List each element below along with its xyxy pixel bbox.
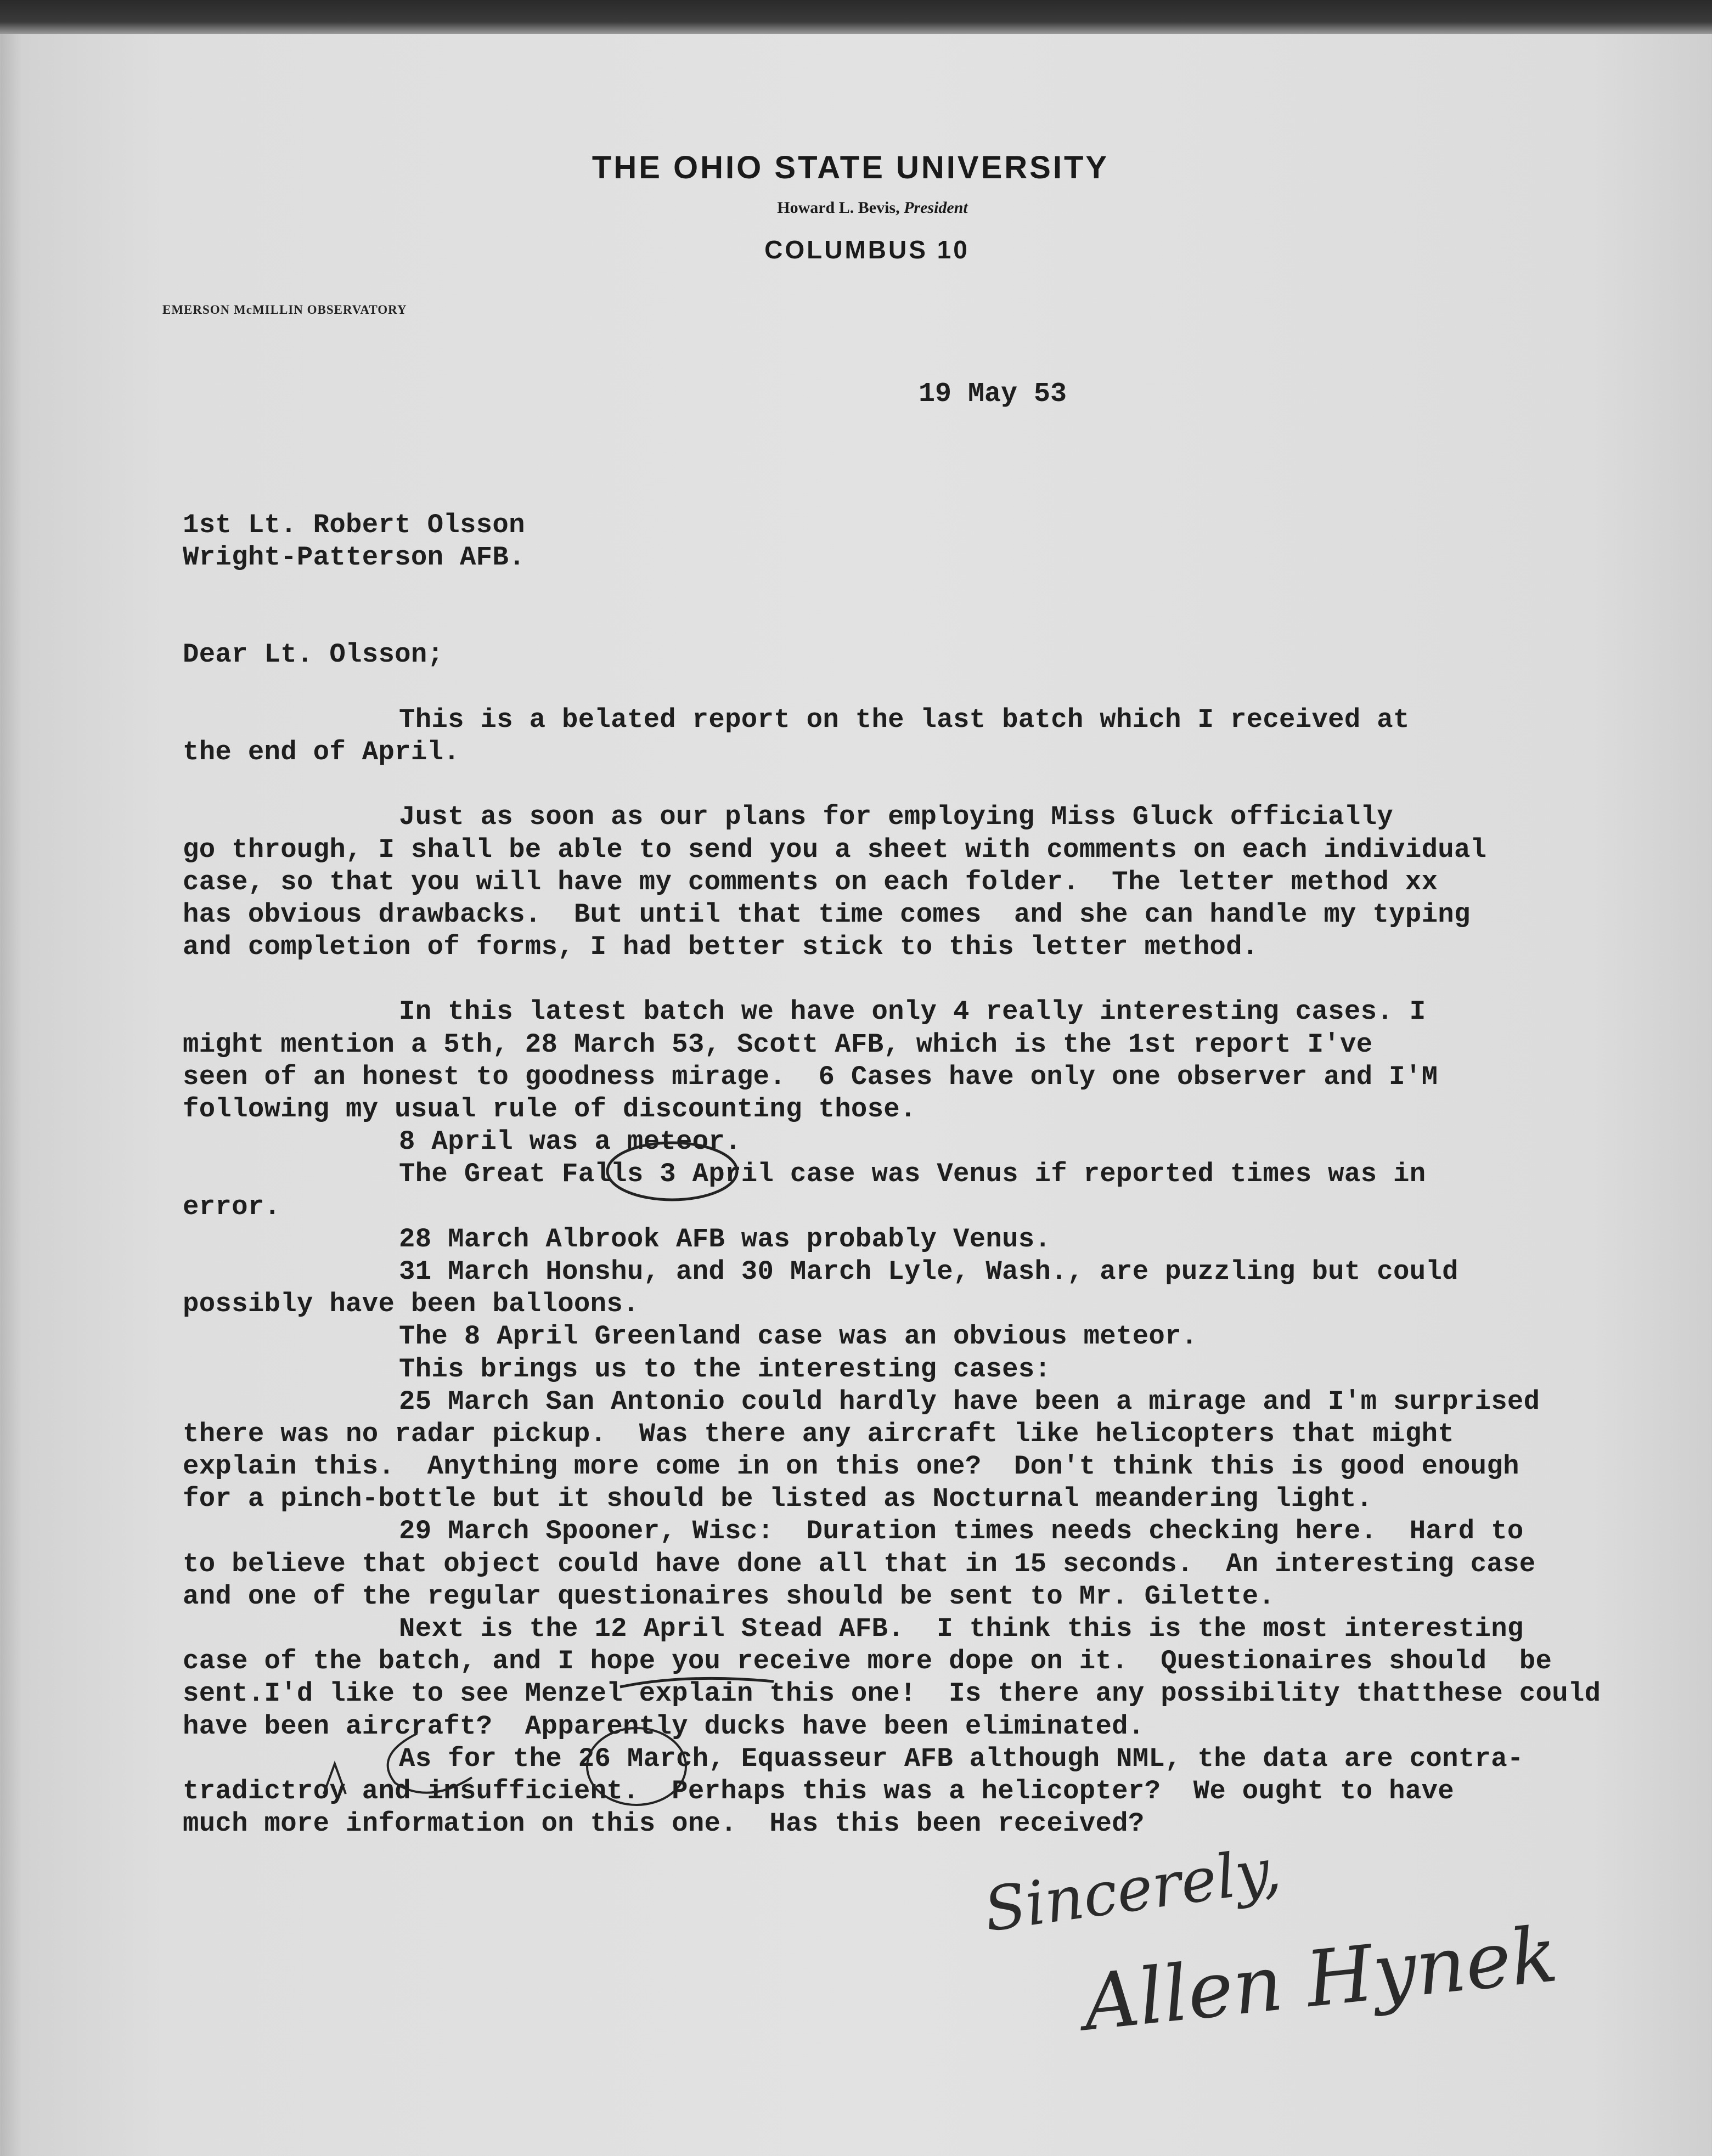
body-line: to believe that object could have done all that in 15 seconds. An interesting case	[183, 1548, 1536, 1579]
body-line: might mention a 5th, 28 March 53, Scott AFB, which is the 1st report I've	[183, 1029, 1373, 1060]
president-name: Howard L. Bevis,	[777, 199, 900, 217]
body-line: This brings us to the interesting cases:	[399, 1353, 1051, 1385]
letter-body	[183, 509, 1664, 1840]
body-line: 8 April was a meteor.	[399, 1126, 741, 1158]
body-line: case, so that you will have my comments on each folder. The letter method xx	[183, 866, 1438, 898]
body-line: much more information on this one. Has this been received?	[183, 1808, 1145, 1839]
body-line: In this latest batch we have only 4 really interesting cases. I	[399, 996, 1426, 1028]
body-line: This is a belated report on the last batch which I received at	[399, 704, 1410, 735]
body-line: 25 March San Antonio could hardly have been a mirage and I'm surprised	[399, 1386, 1540, 1417]
body-line: As for the 26 March, Equasseur AFB although NML, the data are contra-	[399, 1743, 1524, 1774]
president-title: President	[904, 199, 968, 217]
body-line: tradictroy and insufficient. Perhaps this was a helicopter? We ought to have	[183, 1775, 1454, 1807]
body-line: The 8 April Greenland case was an obvious meteor.	[399, 1321, 1198, 1352]
body-line: for a pinch-bottle but it should be listed as Nocturnal meandering light.	[183, 1483, 1373, 1515]
signature-block	[980, 1834, 1562, 2049]
body-line: 29 March Spooner, Wisc: Duration times needs checking here. Hard to	[399, 1516, 1524, 1547]
body-line: explain this. Anything more come in on this one? Don't think this is good enough	[183, 1451, 1519, 1482]
recipient-name: 1st Lt. Robert Olsson	[183, 510, 525, 540]
handwritten-closing: Sincerely,	[979, 1834, 1285, 1945]
body-line: 31 March Honshu, and 30 March Lyle, Wash., are puzzling but could	[399, 1256, 1458, 1287]
body-line: possibly have been balloons.	[183, 1289, 639, 1320]
body-line: have been aircraft? Apparently ducks have been eliminated.	[183, 1711, 1145, 1742]
body-line: The Great Falls 3 April case was Venus if reported times was in	[399, 1159, 1426, 1190]
body-line: 28 March Albrook AFB was probably Venus.	[399, 1223, 1051, 1255]
body-line: there was no radar pickup. Was there any aircraft like helicopters that might	[183, 1418, 1454, 1449]
salutation: Dear Lt. Olsson;	[183, 639, 444, 670]
body-line: and one of the regular questionaires should be sent to Mr. Gilette.	[183, 1581, 1275, 1612]
body-line: sent.I'd like to see Menzel explain this one! Is there any possibility thatthese could	[183, 1678, 1601, 1709]
body-line: error.	[183, 1191, 281, 1222]
letterhead-city: COLUMBUS 10	[764, 235, 970, 264]
body-line: Just as soon as our plans for employing Miss Gluck officially	[399, 802, 1393, 833]
body-line: and completion of forms, I had better stick to this letter method.	[183, 932, 1259, 963]
body-line: go through, I shall be able to send you a sheet with comments on each individual	[183, 834, 1487, 865]
letter-date: 19 May 53	[919, 379, 1067, 410]
recipient-location: Wright-Patterson AFB.	[183, 542, 525, 573]
body-line: following my usual rule of discounting those.	[183, 1094, 916, 1125]
handwritten-signature: Allen Hynek	[1079, 1910, 1562, 2048]
letterhead-president	[16, 199, 1712, 217]
body-line: Next is the 12 April Stead AFB. I think this is the most interesting	[399, 1613, 1524, 1644]
body-line: seen of an honest to goodness mirage. 6 Cases have only one observer and I'M	[183, 1061, 1438, 1092]
scan-border	[0, 0, 1712, 34]
body-line: case of the batch, and I hope you receive more dope on it. Questionaires should be	[183, 1646, 1552, 1677]
body-line: the end of April.	[183, 736, 460, 767]
letterhead-department: EMERSON McMILLIN OBSERVATORY	[162, 303, 407, 317]
body-line: has obvious drawbacks. But until that time comes and she can handle my typing	[183, 899, 1471, 930]
letterhead-institution: THE OHIO STATE UNIVERSITY	[592, 150, 1110, 185]
